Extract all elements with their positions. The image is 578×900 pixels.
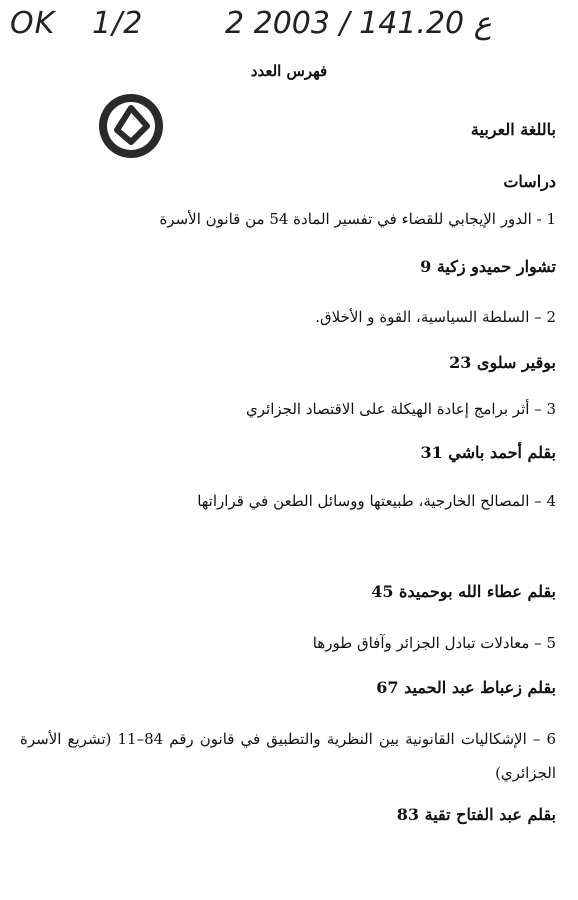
article-6-title: 6 – الإشكاليات القانونية بين النظرية والتطبيق في قانون رقم 84–11 (تشريع الأسرة الجزائري) [20, 730, 556, 782]
section-language: باللغة العربية [470, 120, 556, 139]
article-2-author: بوقير سلوى 23 [449, 353, 556, 372]
article-1-author: تشوار حميدو زكية 9 [420, 257, 556, 276]
article-4-author: بقلم عطاء الله بوحميدة 45 [371, 582, 556, 601]
article-1-title: 1 - الدور الإيجابي للقضاء في تفسير المادة 54 من قانون الأسرة [159, 210, 556, 228]
article-3-author: بقلم أحمد باشي 31 [420, 443, 556, 462]
section-studies: دراسات [503, 172, 556, 191]
article-3-title: 3 – أثر برامج إعادة الهيكلة على الاقتصاد الجزائري [246, 400, 556, 418]
handwritten-code: 2 ع 141.20 / 2003 [225, 6, 492, 41]
page-title: فهرس العدد [250, 62, 328, 80]
article-6-author: بقلم عبد الفتاح تقية 83 [396, 805, 556, 824]
circle-diamond-emblem-icon [95, 90, 167, 162]
handwritten-ok: OK [10, 6, 56, 41]
article-4-title: 4 – المصالح الخارجية، طبيعتها ووسائل الطعن في قراراتها [197, 492, 556, 510]
article-5-author: بقلم زعباط عبد الحميد 67 [376, 678, 556, 697]
article-2-title: 2 – السلطة السياسية، القوة و الأخلاق. [315, 308, 556, 326]
article-5-title: 5 – معادلات تبادل الجزائر وآفاق طورها [312, 634, 556, 652]
handwritten-annotation [10, 6, 565, 52]
handwritten-fraction: 1/2 [92, 6, 144, 41]
